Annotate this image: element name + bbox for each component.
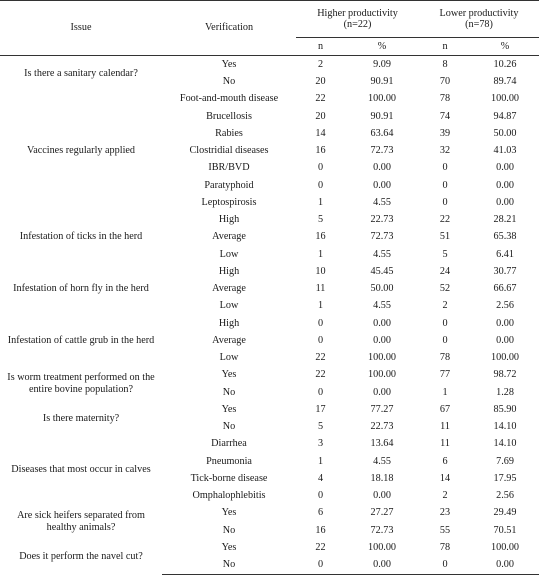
higher-pct-cell: 4.55 xyxy=(373,196,391,208)
issue-cell: Are sick heifers separated from healthy animals? xyxy=(17,510,145,533)
higher-pct-cell: 13.64 xyxy=(370,438,394,450)
table-body xyxy=(0,56,539,575)
lower-n-cell: 77 xyxy=(439,369,451,381)
lower-pct-cell: 0.00 xyxy=(496,162,514,174)
lower-n-cell: 8 xyxy=(442,58,448,70)
lower-pct-cell: 28.21 xyxy=(493,214,517,226)
lower-productivity-header xyxy=(419,1,539,38)
lower-n-cell: 0 xyxy=(419,556,471,574)
lower-pct-cell: 41.03 xyxy=(493,145,517,157)
verification-cell: Diarrhea xyxy=(211,438,247,450)
lower-pct-cell: 94.87 xyxy=(493,110,517,122)
lower-productivity-title: Lower productivity xyxy=(439,7,519,19)
lower-n-cell: 11 xyxy=(440,421,450,433)
higher-n-cell: 14 xyxy=(315,127,326,139)
issue-cell: Vaccines regularly applied xyxy=(26,145,136,157)
higher-pct-cell: 100.00 xyxy=(368,93,397,105)
higher-pct-cell: 22.73 xyxy=(370,214,394,226)
higher-n-cell: 22 xyxy=(315,541,326,553)
lower-n-cell: 78 xyxy=(439,541,451,553)
verification-cell: Tick-borne disease xyxy=(190,472,268,484)
verification-cell: High xyxy=(218,214,240,226)
lower-pct-cell: 66.67 xyxy=(493,283,517,295)
issue-cell: Infestation of ticks in the herd xyxy=(19,231,143,243)
higher-pct-cell: 4.55 xyxy=(373,300,391,312)
lower-n-cell: 5 xyxy=(442,248,448,260)
higher-n-cell: 22 xyxy=(315,369,326,381)
table-row xyxy=(0,263,539,280)
lower-pct-cell: 100.00 xyxy=(491,352,520,364)
table-row xyxy=(0,91,539,108)
table-row xyxy=(0,539,539,556)
verification-cell: Low xyxy=(219,248,239,260)
higher-pct-cell: 90.91 xyxy=(370,110,394,122)
higher-pct-cell: 72.73 xyxy=(370,524,394,536)
verification-cell: Average xyxy=(212,231,246,243)
issue-cell: Diseases that most occur in calves xyxy=(11,464,151,476)
verification-cell: No xyxy=(222,421,236,433)
higher-n-cell: 1 xyxy=(317,300,324,312)
lower-n-cell: 24 xyxy=(439,265,451,277)
higher-n-cell: 5 xyxy=(317,421,324,433)
table-row xyxy=(0,367,539,384)
lower-n-cell: 55 xyxy=(439,524,451,536)
higher-n-cell: 16 xyxy=(315,231,326,243)
lower-n-cell: 22 xyxy=(439,214,451,226)
lower-pct-cell: 29.49 xyxy=(493,507,517,519)
higher-n-cell: 0 xyxy=(317,490,324,502)
higher-n-header: n xyxy=(317,40,324,52)
lower-n-header: n xyxy=(442,40,448,52)
lower-pct-cell: 0.00 xyxy=(471,556,539,574)
lower-n-cell: 74 xyxy=(439,110,451,122)
lower-pct-cell: 0.00 xyxy=(496,334,514,346)
table-row xyxy=(0,505,539,522)
higher-pct-cell: 50.00 xyxy=(370,283,394,295)
verification-cell: Brucellosis xyxy=(206,110,252,122)
higher-n-cell: 0 xyxy=(317,179,324,191)
verification-cell: Yes xyxy=(221,369,237,381)
lower-pct-cell: 85.90 xyxy=(493,403,517,415)
higher-productivity-header xyxy=(296,1,419,38)
verification-cell: Yes xyxy=(221,403,237,415)
lower-n-cell: 32 xyxy=(439,145,451,157)
lower-n-cell: 0 xyxy=(442,162,448,174)
lower-productivity-count: (n=78) xyxy=(465,19,493,30)
issue-cell: Is worm treatment performed on the entire bovine population? xyxy=(7,372,155,395)
higher-pct-cell: 100.00 xyxy=(368,352,397,364)
lower-n-cell: 78 xyxy=(439,93,451,105)
higher-pct-cell: 4.55 xyxy=(373,455,391,467)
higher-pct-cell: 0.00 xyxy=(373,179,391,191)
higher-n-cell: 20 xyxy=(315,110,326,122)
verification-cell: No xyxy=(222,524,236,536)
lower-n-cell: 0 xyxy=(442,334,448,346)
higher-pct-cell: 90.91 xyxy=(370,76,394,88)
higher-pct-cell: 100.00 xyxy=(368,369,397,381)
verification-cell: No xyxy=(162,556,296,574)
higher-pct-cell: 27.27 xyxy=(370,507,394,519)
higher-pct-cell: 45.45 xyxy=(370,265,394,277)
higher-pct-cell: 72.73 xyxy=(370,145,394,157)
higher-n-cell: 1 xyxy=(317,248,324,260)
higher-pct-cell: 18.18 xyxy=(370,472,394,484)
lower-n-cell: 11 xyxy=(440,438,450,450)
lower-n-cell: 52 xyxy=(439,283,451,295)
table-row xyxy=(0,315,539,332)
higher-n-cell: 4 xyxy=(317,472,324,484)
verification-cell: Yes xyxy=(221,58,237,70)
lower-pct-cell: 14.10 xyxy=(493,421,517,433)
higher-n-cell: 0 xyxy=(317,386,324,398)
table-header xyxy=(0,1,539,56)
higher-n-cell: 16 xyxy=(315,524,326,536)
lower-pct-cell: 100.00 xyxy=(491,541,520,553)
higher-pct-cell: 0.00 xyxy=(373,317,391,329)
higher-n-cell: 2 xyxy=(317,58,324,70)
higher-pct-header: % xyxy=(377,40,387,52)
lower-pct-cell: 100.00 xyxy=(491,93,520,105)
higher-n-cell: 3 xyxy=(317,438,324,450)
issue-cell: Does it perform the navel cut? xyxy=(19,550,143,562)
higher-n-cell: 22 xyxy=(315,93,326,105)
lower-n-cell: 51 xyxy=(439,231,451,243)
verification-cell: Clostridial diseases xyxy=(189,145,269,157)
higher-n-cell: 17 xyxy=(315,403,326,415)
verification-cell: No xyxy=(222,76,236,88)
lower-pct-cell: 89.74 xyxy=(493,76,517,88)
verification-cell: Average xyxy=(212,334,246,346)
verification-cell: Pneumonia xyxy=(206,455,252,467)
lower-n-cell: 70 xyxy=(439,76,451,88)
higher-pct-cell: 0.00 xyxy=(373,334,391,346)
verification-cell: No xyxy=(222,386,236,398)
verification-cell: Yes xyxy=(221,507,237,519)
lower-pct-cell: 17.95 xyxy=(493,472,517,484)
issue-cell: Infestation of cattle grub in the herd xyxy=(7,334,155,346)
table-row xyxy=(0,56,539,74)
verification-cell: Low xyxy=(219,352,239,364)
verification-cell: Paratyphoid xyxy=(204,179,254,191)
lower-n-cell: 1 xyxy=(442,386,448,398)
lower-pct-cell: 30.77 xyxy=(493,265,517,277)
lower-n-cell: 0 xyxy=(442,196,448,208)
verification-cell: Foot-and-mouth disease xyxy=(179,93,279,105)
higher-productivity-title: Higher productivity xyxy=(317,7,398,19)
issue-cell: Is there maternity? xyxy=(42,412,120,424)
verification-header: Verification xyxy=(204,22,254,34)
lower-pct-cell: 70.51 xyxy=(493,524,517,536)
higher-pct-cell: 63.64 xyxy=(370,127,394,139)
issue-cell: Is there a sanitary calendar? xyxy=(24,67,138,79)
higher-n-cell: 20 xyxy=(315,76,326,88)
higher-pct-cell: 22.73 xyxy=(370,421,394,433)
higher-n-cell: 1 xyxy=(317,455,324,467)
higher-n-cell: 22 xyxy=(315,352,326,364)
lower-n-cell: 67 xyxy=(439,403,451,415)
verification-cell: Omphalophlebitis xyxy=(192,490,266,502)
higher-pct-cell: 0.00 xyxy=(373,162,391,174)
higher-n-cell: 5 xyxy=(317,214,324,226)
lower-pct-cell: 0.00 xyxy=(496,196,514,208)
higher-pct-cell: 9.09 xyxy=(373,58,391,70)
lower-pct-header: % xyxy=(500,40,510,52)
lower-n-cell: 39 xyxy=(439,127,451,139)
verification-cell: High xyxy=(218,265,240,277)
lower-pct-cell: 2.56 xyxy=(496,300,514,312)
higher-pct-cell: 0.00 xyxy=(373,386,391,398)
lower-pct-cell: 1.28 xyxy=(496,386,514,398)
higher-n-cell: 16 xyxy=(315,145,326,157)
verification-cell: Average xyxy=(212,283,246,295)
higher-pct-cell: 4.55 xyxy=(373,248,391,260)
higher-n-cell: 0 xyxy=(317,162,324,174)
lower-n-cell: 0 xyxy=(442,317,448,329)
lower-pct-cell: 65.38 xyxy=(493,231,517,243)
higher-pct-cell: 0.00 xyxy=(345,556,419,574)
lower-n-cell: 2 xyxy=(442,490,448,502)
higher-n-cell: 11 xyxy=(315,283,326,295)
lower-n-cell: 2 xyxy=(442,300,448,312)
higher-n-cell: 6 xyxy=(317,507,324,519)
table-row xyxy=(0,211,539,228)
verification-cell: Low xyxy=(219,300,239,312)
lower-n-cell: 0 xyxy=(442,179,448,191)
lower-pct-cell: 2.56 xyxy=(496,490,514,502)
higher-n-cell: 10 xyxy=(315,265,326,277)
lower-pct-cell: 10.26 xyxy=(493,58,517,70)
lower-pct-cell: 6.41 xyxy=(496,248,514,260)
higher-productivity-count: (n=22) xyxy=(343,19,372,30)
table-row xyxy=(0,436,539,453)
lower-pct-cell: 7.69 xyxy=(496,455,514,467)
issue-cell: Infestation of horn fly in the herd xyxy=(13,283,149,295)
lower-n-cell: 78 xyxy=(439,352,451,364)
lower-pct-cell: 50.00 xyxy=(493,127,517,139)
lower-pct-cell: 14.10 xyxy=(493,438,517,450)
higher-n-cell: 0 xyxy=(317,317,324,329)
higher-n-cell: 0 xyxy=(317,334,324,346)
lower-pct-cell: 98.72 xyxy=(493,369,517,381)
lower-pct-cell: 0.00 xyxy=(496,317,514,329)
verification-cell: IBR/BVD xyxy=(208,162,250,174)
lower-n-cell: 6 xyxy=(442,455,448,467)
lower-pct-cell: 0.00 xyxy=(496,179,514,191)
higher-pct-cell: 72.73 xyxy=(370,231,394,243)
issue-header: Issue xyxy=(70,22,92,34)
higher-pct-cell: 0.00 xyxy=(373,490,391,502)
higher-pct-cell: 100.00 xyxy=(368,541,397,553)
higher-n-cell: 0 xyxy=(296,556,345,574)
verification-cell: High xyxy=(218,317,240,329)
verification-cell: Leptospirosis xyxy=(201,196,257,208)
verification-cell: Yes xyxy=(221,541,237,553)
table-row xyxy=(0,401,539,418)
lower-n-cell: 14 xyxy=(439,472,451,484)
higher-n-cell: 1 xyxy=(317,196,324,208)
lower-n-cell: 23 xyxy=(439,507,451,519)
higher-pct-cell: 77.27 xyxy=(370,403,394,415)
verification-cell: Rabies xyxy=(215,127,243,139)
